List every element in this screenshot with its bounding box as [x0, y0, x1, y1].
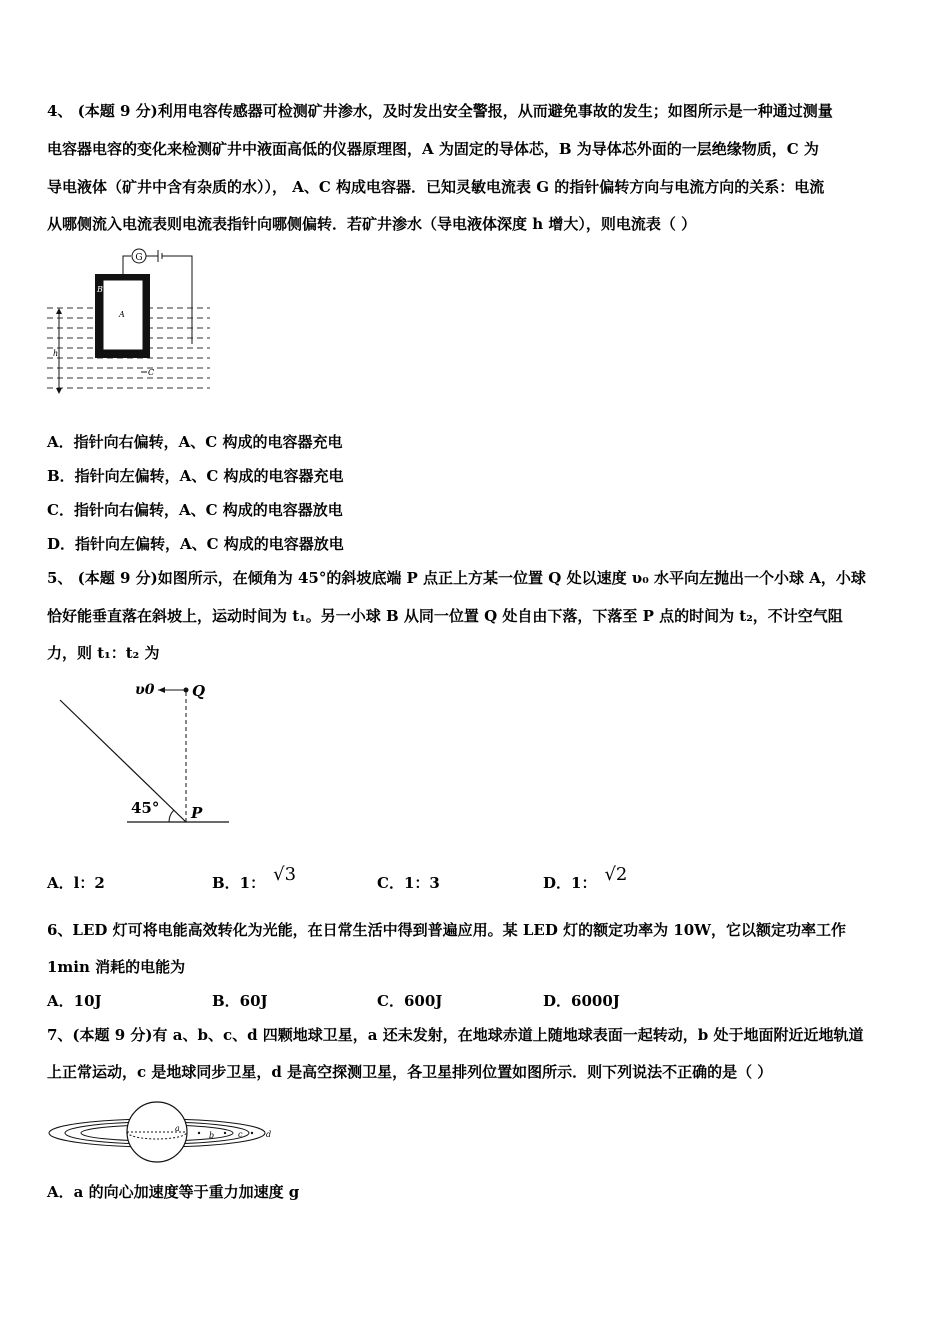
galvanometer-label: G	[135, 253, 143, 263]
label-d: d	[266, 1130, 272, 1139]
q7-stem-line-1: 7、(本题 9 分)有 a、b、c、d 四颗地球卫星，a 还未发射，在地球赤道上随地球表面一起转动，b 处于地面附近近地轨道	[47, 1026, 864, 1044]
q5-option-a: A．l：2	[47, 874, 105, 892]
q4-option-b: B．指针向左偏转，A、C 构成的电容器充电	[47, 467, 344, 485]
q5-slope-figure	[55, 672, 240, 832]
slope-line	[60, 700, 186, 822]
q6-option-b: B．60J	[212, 992, 268, 1010]
q6-option-c: C．600J	[377, 992, 443, 1010]
q4-option-a: A．指针向右偏转，A、C 构成的电容器充电	[47, 433, 343, 451]
q6-stem-line-2: 1min 消耗的电能为	[47, 958, 186, 976]
q5-option-d-prefix: D．1：	[543, 874, 597, 892]
q5-stem-line-2: 恰好能垂直落在斜坡上，运动时间为 t₁。另一小球 B 从同一位置 Q 处自由下落，下落至 P 点的时间为 t₂，不计空气阻	[47, 607, 843, 625]
angle-arc	[169, 810, 174, 822]
label-q: Q	[192, 682, 206, 700]
q4-capacitor-figure	[45, 244, 215, 399]
q6-option-a: A．10J	[47, 992, 102, 1010]
label-v0: υ0	[135, 682, 155, 698]
q7-stem-line-2: 上正常运动，c 是地球同步卫星，d 是高空探测卫星，各卫星排列位置如图所示．则下列说法不正确的是（ ）	[47, 1063, 773, 1081]
q5-stem-line-3: 力，则 t₁：t₂ 为	[47, 644, 160, 662]
point-q	[184, 688, 189, 693]
sqrt3-math: √3	[273, 864, 297, 885]
q5-option-b	[212, 864, 297, 893]
q6-option-d: D．6000J	[543, 992, 620, 1010]
label-a: A	[119, 310, 125, 319]
sqrt2-math: √2	[604, 864, 628, 885]
label-angle: 45°	[131, 799, 160, 817]
q6-stem-line-1: 6、LED 灯可将电能高效转化为光能，在日常生活中得到普遍应用。某 LED 灯的额定功率为 10W，它以额定功率工作	[47, 921, 847, 939]
q4-stem-line-4: 从哪侧流入电流表则电流表指针向哪侧偏转．若矿井渗水（导电液体深度 h 增大），则电流表（ ）	[47, 215, 697, 233]
q5-stem-line-1: 5、 (本题 9 分)如图所示，在倾角为 45°的斜坡底端 P 点正上方某一位置 Q 处以速度 υ₀ 水平向左抛出一个小球 A，小球	[47, 569, 866, 587]
q5-option-d	[543, 864, 628, 893]
q4-stem-line-1: 4、 (本题 9 分)利用电容传感器可检测矿井渗水，及时发出安全警报，从而避免事故的发生；如图所示是一种通过测量	[47, 102, 833, 120]
label-b: b	[209, 1131, 215, 1140]
q4-stem-line-2: 电容器电容的变化来检测矿井中液面高低的仪器原理图，A 为固定的导体芯，B 为导体芯外面的一层绝缘物质，C 为	[47, 140, 819, 158]
label-c: c	[238, 1130, 243, 1139]
label-h: h	[53, 349, 59, 358]
q5-option-c: C．1：3	[377, 874, 440, 892]
q7-satellite-figure	[45, 1100, 285, 1165]
label-b: B	[97, 285, 103, 294]
wire-right	[162, 256, 192, 344]
label-p: P	[191, 804, 203, 822]
q7-option-a: A．a 的向心加速度等于重力加速度 g	[47, 1183, 300, 1201]
label-c: C	[148, 368, 155, 377]
q4-stem-line-3: 导电液体（矿井中含有杂质的水））， A、C 构成电容器．已知灵敏电流表 G 的指针偏转方向与电流方向的关系：电流	[47, 178, 825, 196]
q4-option-d: D．指针向左偏转，A、C 构成的电容器放电	[47, 535, 344, 553]
label-a: a	[175, 1124, 180, 1133]
q4-option-c: C．指针向右偏转，A、C 构成的电容器放电	[47, 501, 343, 519]
q5-option-b-prefix: B．1：	[212, 874, 266, 892]
